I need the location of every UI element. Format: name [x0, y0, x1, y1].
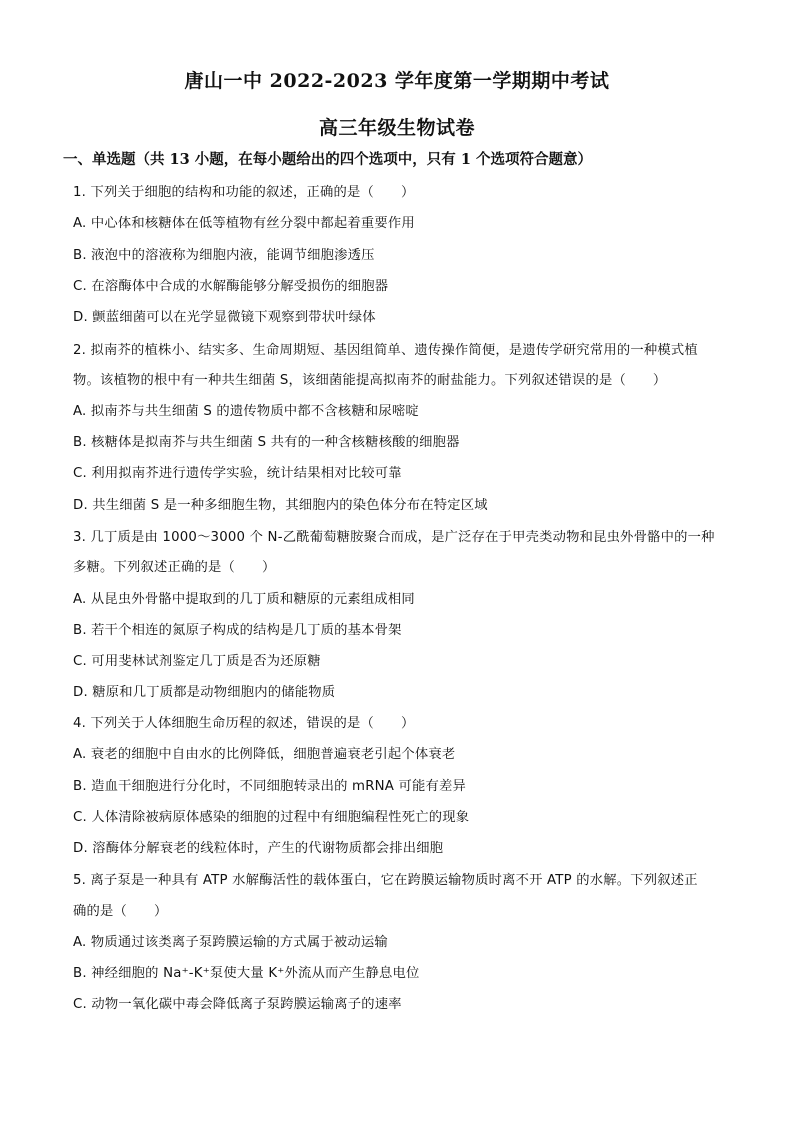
question-1-option-d: D. 颤蓝细菌可以在光学显微镜下观察到带状叶绿体 — [73, 310, 376, 325]
question-5-option-b: B. 神经细胞的 Na⁺-K⁺泵使大量 K⁺外流从而产生静息电位 — [73, 966, 420, 981]
exam-subtitle: 高三年级生物试卷 — [318, 117, 475, 139]
question-5-option-a: A. 物质通过该类离子泵跨膜运输的方式属于被动运输 — [73, 935, 388, 950]
question-4-option-c: C. 人体清除被病原体感染的细胞的过程中有细胞编程性死亡的现象 — [73, 810, 470, 825]
question-3-option-d: D. 糖原和几丁质都是动物细胞内的储能物质 — [73, 685, 336, 700]
question-3-option-b: B. 若干个相连的氮原子构成的结构是几丁质的基本骨架 — [73, 623, 402, 638]
question-4-option-a: A. 衰老的细胞中自由水的比例降低，细胞普遍衰老引起个体衰老 — [73, 747, 456, 762]
question-4-option-b: B. 造血干细胞进行分化时，不同细胞转录出的 mRNA 可能有差异 — [73, 779, 466, 794]
question-2-option-a: A. 拟南芥与共生细菌 S 的遗传物质中都不含核糖和尿嘧啶 — [73, 404, 419, 419]
question-1-option-a: A. 中心体和核糖体在低等植物有丝分裂中都起着重要作用 — [73, 216, 415, 231]
question-1-option-c: C. 在溶酶体中合成的水解酶能够分解受损伤的细胞器 — [73, 279, 389, 294]
question-5-stem-line-2: 确的是（ ） — [73, 904, 168, 919]
question-3-stem-line-2: 多糖。下列叙述正确的是（ ） — [73, 560, 276, 575]
question-2-option-b: B. 核糖体是拟南芥与共生细菌 S 共有的一种含核糖核酸的细胞器 — [73, 435, 460, 450]
question-4-stem: 4. 下列关于人体细胞生命历程的叙述，错误的是（ ） — [73, 716, 415, 731]
question-3-option-a: A. 从昆虫外骨骼中提取到的几丁质和糖原的元素组成相同 — [73, 592, 415, 607]
section-heading: 一、单选题（共 13 小题，在每小题给出的四个选项中，只有 1 个选项符合题意） — [63, 151, 592, 168]
question-2-stem-line-1: 2. 拟南芥的植株小、结实多、生命周期短、基因组简单、遗传操作简便，是遗传学研究常用的一种模式植 — [73, 343, 698, 358]
question-2-stem-line-2: 物。该植物的根中有一种共生细菌 S，该细菌能提高拟南芥的耐盐能力。下列叙述错误的是（ ） — [73, 373, 667, 388]
question-1-stem: 1. 下列关于细胞的结构和功能的叙述，正确的是（ ） — [73, 185, 415, 200]
question-2-option-c: C. 利用拟南芥进行遗传学实验，统计结果相对比较可靠 — [73, 466, 402, 481]
question-3-stem-line-1: 3. 几丁质是由 1000～3000 个 N-乙酰葡萄糖胺聚合而成，是广泛存在于甲壳类动物和昆虫外骨骼中的一种 — [73, 530, 715, 545]
question-5-stem-line-1: 5. 离子泵是一种具有 ATP 水解酶活性的载体蛋白，它在跨膜运输物质时离不开 ATP 的水解。下列叙述正 — [73, 873, 698, 888]
question-3-option-c: C. 可用斐林试剂鉴定几丁质是否为还原糖 — [73, 654, 321, 669]
question-4-option-d: D. 溶酶体分解衰老的线粒体时，产生的代谢物质都会排出细胞 — [73, 841, 444, 856]
exam-title: 唐山一中 2022-2023 学年度第一学期期中考试 — [184, 70, 610, 92]
question-5-option-c: C. 动物一氧化碳中毒会降低离子泵跨膜运输离子的速率 — [73, 997, 402, 1012]
question-2-option-d: D. 共生细菌 S 是一种多细胞生物，其细胞内的染色体分布在特定区域 — [73, 498, 488, 513]
question-1-option-b: B. 液泡中的溶液称为细胞内液，能调节细胞渗透压 — [73, 248, 375, 263]
